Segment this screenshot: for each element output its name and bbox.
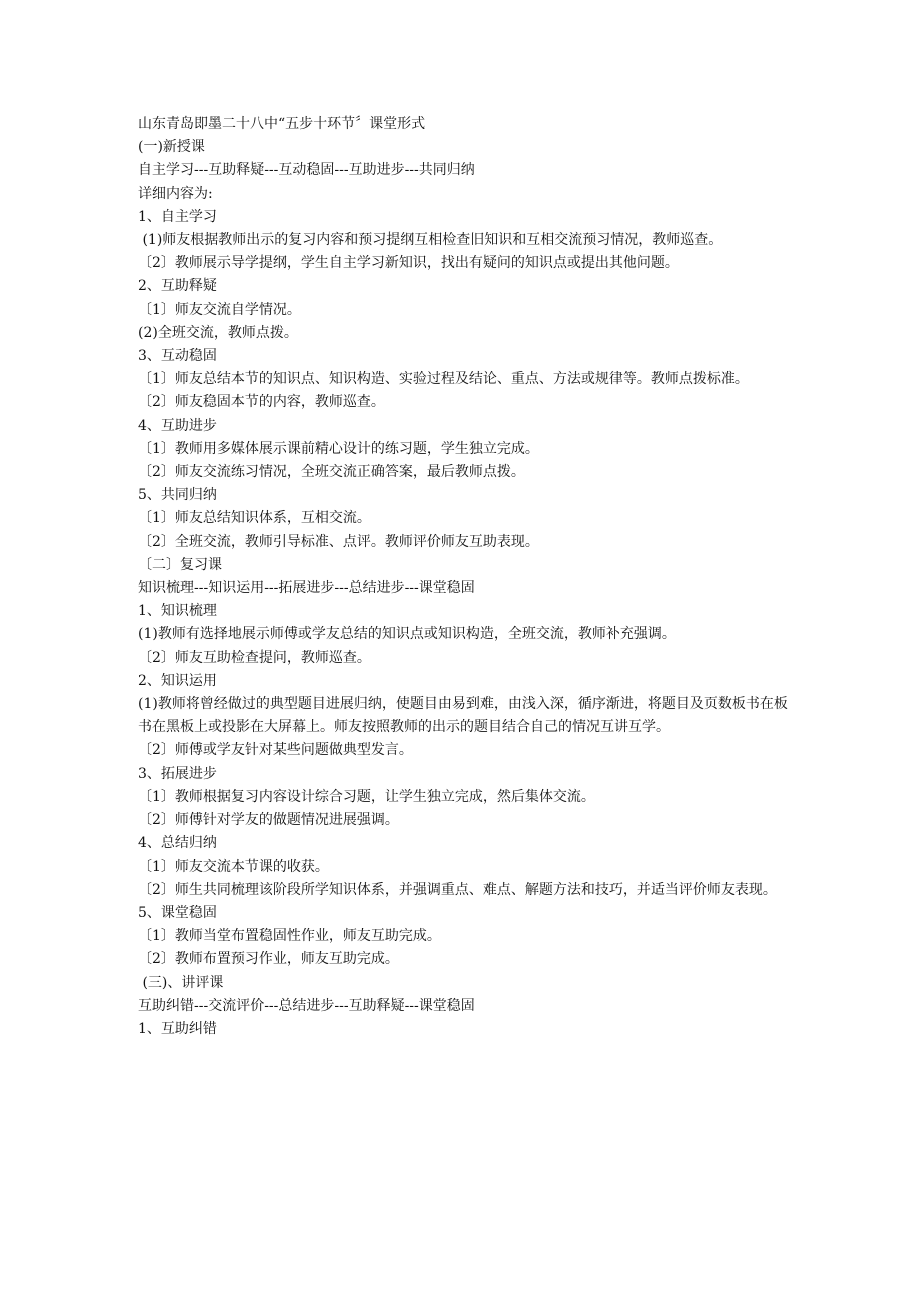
document-line: 4、互助进步 [138, 417, 217, 434]
document-line: 〔2〕师友互助检查提问，教师巡查。 [138, 649, 371, 666]
document-line: (2)全班交流，教师点拨。 [138, 324, 298, 341]
document-line: 2、知识运用 [138, 672, 217, 689]
document-line: 〔2〕师生共同梳理该阶段所学知识体系，并强调重点、难点、解题方法和技巧，并适当评价师友表现。 [138, 881, 777, 898]
document-line: (一)新授课 [138, 139, 205, 156]
document-line: 〔二〕复习课 [138, 556, 222, 573]
document-line: 1、互助纠错 [138, 1020, 217, 1037]
document-line: 1、自主学习 [138, 208, 217, 225]
document-line: 3、互动稳固 [138, 348, 217, 365]
document-line: 〔1〕教师当堂布置稳固性作业，师友互助完成。 [138, 928, 441, 945]
document-line: (三)、讲评课 [138, 974, 224, 991]
document-line: 〔2〕师傅或学友针对某些问题做典型发言。 [138, 742, 413, 759]
document-line: 4、总结归纳 [138, 835, 217, 852]
document-line: 〔2〕师友稳固本节的内容，教师巡查。 [138, 394, 385, 411]
document-line: 自主学习---互助释疑---互动稳固---互助进步---共同归纳 [138, 162, 475, 179]
document-line: 〔1〕教师根据复习内容设计综合习题，让学生独立完成，然后集体交流。 [138, 788, 595, 805]
document-line: 知识梳理---知识运用---拓展进步---总结进步---课堂稳固 [138, 580, 475, 597]
document-line: 5、共同归纳 [138, 487, 217, 504]
document-line: 1、知识梳理 [138, 603, 217, 620]
document-line: 〔2〕师傅针对学友的做题情况进展强调。 [138, 812, 399, 829]
document-line: 3、拓展进步 [138, 765, 217, 782]
document-title: 山东青岛即墨二十八中“五步十环节〞课堂形式 [138, 116, 426, 132]
document-line: (1)教师将曾经做过的典型题目进展归纳，使题目由易到难，由浅入深，循序渐进，将题目及页数板书在板书在黑板上或投影在大屏幕上。师友按照教师的出示的题目结合自己的情况互讲互学。 [138, 696, 788, 736]
document-line: 〔1〕师友总结知识体系，互相交流。 [138, 510, 371, 527]
document-line: (1)师友根据教师出示的复习内容和预习提纲互相检查旧知识和互相交流预习情况，教师巡查。 [138, 232, 723, 249]
document-line: 〔1〕师友交流本节课的收获。 [138, 858, 329, 875]
document-line: 〔1〕师友总结本节的知识点、知识构造、实验过程及结论、重点、方法或规律等。教师点拨标准。 [138, 371, 749, 388]
document-line: 详细内容为: [138, 185, 213, 202]
document-line: 〔2〕教师展示导学提纲，学生自主学习新知识，找出有疑问的知识点或提出其他问题。 [138, 255, 679, 272]
document-line: 5、课堂稳固 [138, 904, 217, 921]
document-line: 〔1〕师友交流自学情况。 [138, 301, 301, 318]
document-line: 〔2〕教师布置预习作业，师友互助完成。 [138, 951, 399, 968]
document-line: 〔2〕师友交流练习情况，全班交流正确答案，最后教师点拨。 [138, 464, 525, 481]
document-lines [138, 136, 788, 1041]
document-line: 互助纠错---交流评价---总结进步---互助释疑---课堂稳固 [138, 997, 475, 1014]
document-line: 〔1〕教师用多媒体展示课前精心设计的练习题，学生独立完成。 [138, 440, 539, 457]
document-body [138, 113, 788, 1041]
document-line: 2、互助释疑 [138, 278, 217, 295]
document-line: (1)教师有选择地展示师傅或学友总结的知识点或知识构造，全班交流，教师补充强调。 [138, 626, 676, 643]
document-line: 〔2〕全班交流，教师引导标准、点评。教师评价师友互助表现。 [138, 533, 539, 550]
